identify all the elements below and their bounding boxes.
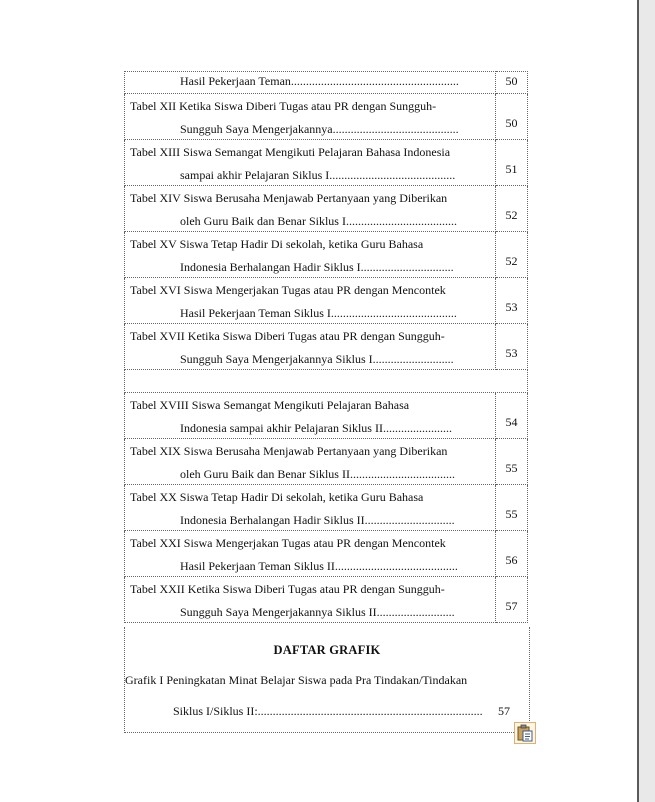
table-row <box>125 186 528 232</box>
section-heading: DAFTAR GRAFIK <box>273 643 381 657</box>
table-entry-continuation: oleh Guru Baik dan Benar Siklus II................................... <box>180 467 455 481</box>
page-number: 50 <box>496 94 528 140</box>
table-entry-title: Tabel XIX Siswa Berusaha Menjawab Pertanyaan yang Diberikan <box>130 444 448 458</box>
table-entry-continuation: Hasil Pekerjaan Teman Siklus II......................................... <box>180 559 458 573</box>
grafik-entry-title: Grafik I Peningkatan Minat Belajar Siswa pada Pra Tindakan/Tindakan <box>125 673 468 687</box>
table-entry-title: Tabel XVIII Siswa Semangat Mengikuti Pelajaran Bahasa <box>130 398 410 412</box>
page-number: 57 <box>498 704 510 718</box>
table-entry-continuation: Indonesia Berhalangan Hadir Siklus I............................... <box>180 260 454 274</box>
table-row <box>125 393 528 439</box>
table-entry-continuation: Sungguh Saya Mengerjakannya Siklus I........................... <box>180 352 454 366</box>
table-entry-continuation: Hasil Pekerjaan Teman........................................................ <box>180 74 459 88</box>
table-row <box>125 485 528 531</box>
table-row <box>125 232 528 278</box>
page-number: 56 <box>496 531 528 577</box>
page-margin-background <box>639 0 655 802</box>
table-list <box>124 71 528 623</box>
page-edge-border <box>637 0 639 802</box>
table-spacer-row <box>125 370 528 393</box>
table-row <box>125 531 528 577</box>
page-number: 53 <box>496 278 528 324</box>
page-number: 57 <box>496 577 528 623</box>
table-entry-title: Tabel XVI Siswa Mengerjakan Tugas atau PR dengan Mencontek <box>130 283 446 297</box>
table-entry-continuation: oleh Guru Baik dan Benar Siklus I..................................... <box>180 214 457 228</box>
page-number: 51 <box>496 140 528 186</box>
page-number: 54 <box>496 393 528 439</box>
table-entry-title: Tabel XII Ketika Siswa Diberi Tugas atau PR dengan Sungguh- <box>130 99 437 113</box>
table-entry-title: Tabel XVII Ketika Siswa Diberi Tugas atau PR dengan Sungguh- <box>130 329 445 343</box>
table-entry-continuation: Indonesia Berhalangan Hadir Siklus II.............................. <box>180 513 455 527</box>
table-row <box>125 140 528 186</box>
table-row <box>125 324 528 370</box>
page-number: 53 <box>496 324 528 370</box>
table-entry-continuation: Sungguh Saya Mengerjakannya Siklus II.......................... <box>180 605 455 619</box>
table-entry-continuation: sampai akhir Pelajaran Siklus I.......................................... <box>180 168 456 182</box>
table-entry-continuation: Hasil Pekerjaan Teman Siklus I.......................................... <box>180 306 457 320</box>
page-number: 55 <box>496 485 528 531</box>
grafik-section <box>124 627 530 733</box>
table-row <box>125 94 528 140</box>
table-entry-title: Tabel XIII Siswa Semangat Mengikuti Pelajaran Bahasa Indonesia <box>130 145 451 159</box>
table-entry-title: Tabel XIV Siswa Berusaha Menjawab Pertanyaan yang Diberikan <box>130 191 448 205</box>
grafik-entry-continuation: Siklus I/Siklus II:........................................................................... <box>173 704 483 718</box>
table-entry-continuation: Indonesia sampai akhir Pelajaran Siklus II....................... <box>180 421 452 435</box>
table-row <box>125 278 528 324</box>
page-number: 52 <box>496 232 528 278</box>
table-entry-title: Tabel XV Siswa Tetap Hadir Di sekolah, ketika Guru Bahasa <box>130 237 424 251</box>
table-row <box>125 72 528 94</box>
table-entry-continuation: Sungguh Saya Mengerjakannya.......................................... <box>180 122 459 136</box>
table-entry-title: Tabel XX Siswa Tetap Hadir Di sekolah, ketika Guru Bahasa <box>130 490 424 504</box>
clipboard-paste-icon[interactable] <box>514 722 536 744</box>
table-entry-title: Tabel XXI Siswa Mengerjakan Tugas atau PR dengan Mencontek <box>130 536 446 550</box>
page-number: 50 <box>496 72 528 94</box>
table-entry-title: Tabel XXII Ketika Siswa Diberi Tugas atau PR dengan Sungguh- <box>130 582 445 596</box>
table-row <box>125 577 528 623</box>
table-row <box>125 439 528 485</box>
page-number: 55 <box>496 439 528 485</box>
page-number: 52 <box>496 186 528 232</box>
